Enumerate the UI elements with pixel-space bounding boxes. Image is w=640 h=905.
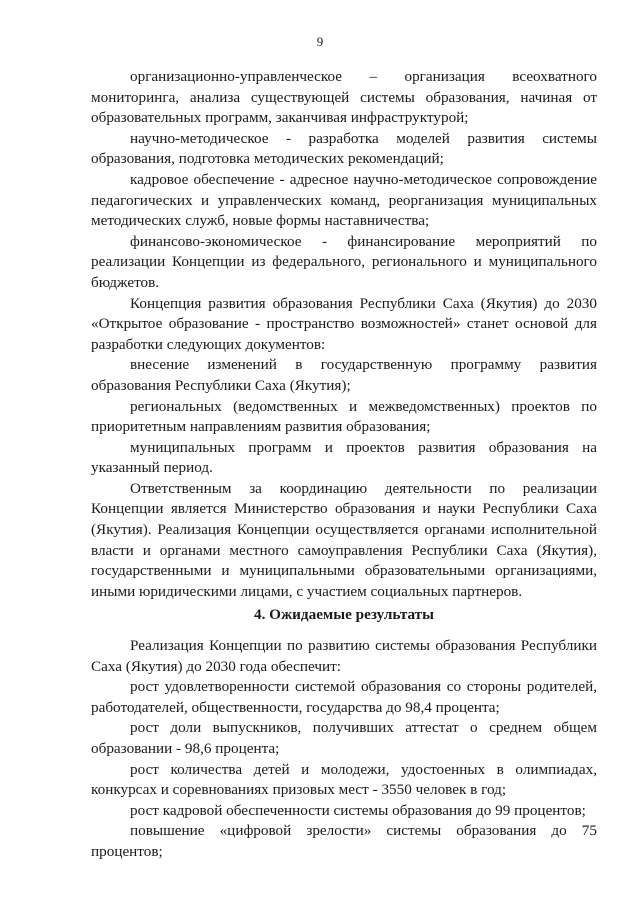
paragraph-state-program: внесение изменений в государственную программу развития образования Республики Саха (Якутия); — [91, 356, 597, 394]
paragraph-scientific-methodical: научно-методическое - разработка моделей развития системы образования, подготовка методических рекомендаций; — [91, 129, 597, 168]
paragraph-regional-projects: региональных (ведомственных и межведомственных) проектов по приоритетным направлениям развития образования; — [91, 397, 597, 436]
paragraph-staffing: кадровое обеспечение - адресное научно-методическое сопровождение педагогических и управленческих команд, реорганизация муниципальных методических служб, новые формы наставничества; — [91, 170, 597, 230]
paragraph-olympiad-winners: рост количества детей и молодежи, удостоенных в олимпиадах, конкурсах и соревнованиях призовых мест - 3550 человек в год; — [91, 760, 597, 799]
paragraph-organizational: организационно-управленческое – организация всеохватного мониторинга, анализа существующей системы образования, начиная от образовательных программ, заканчивая инфраструктурой; — [91, 68, 597, 127]
paragraph-satisfaction-growth: рост удовлетворенности системой образования со стороны родителей, работодателей, общественности, государства до 98,4 процента; — [91, 678, 597, 716]
paragraph-expected-results-intro: Реализация Концепции по развитию системы образования Республики Саха (Якутия) до 2030 года обеспечит: — [91, 637, 597, 675]
paragraph-municipal-programs: муниципальных программ и проектов развития образования на указанный период. — [91, 438, 597, 477]
section-heading: 4. Ожидаемые результаты — [253, 606, 435, 623]
paragraph-graduates-share: рост доли выпускников, получивших аттестат о среднем общем образовании - 98,6 процента; — [91, 719, 597, 757]
paragraph-responsible-parties: Ответственным за координацию деятельности по реализации Концепции является Министерство образования и науки Республики Саха (Якутия). Реализация Концепции осуществляется органами исполнительной власти и органами местного самоуправления Республики Саха (Якутия), государственными и муниципальными образовательными организациями, иными юридическими лицами, с участием социальных партнеров. — [91, 479, 597, 600]
body-text-after-heading — [91, 636, 597, 863]
page-number: 9 — [316, 34, 324, 49]
paragraph-staffing-level: рост кадровой обеспеченности системы образования до 99 процентов; — [130, 801, 586, 819]
paragraph-digital-maturity: повышение «цифровой зрелости» системы образования до 75 процентов; — [91, 822, 597, 860]
paragraph-financial: финансово-экономическое - финансирование мероприятий по реализации Концепции из федерального, регионального и муниципального бюджетов. — [91, 232, 597, 291]
paragraph-concept-basis: Концепция развития образования Республики Саха (Якутия) до 2030 «Открытое образование - пространство возможностей» станет основой для разработки следующих документов: — [91, 294, 597, 353]
body-text-before-heading — [91, 67, 597, 602]
